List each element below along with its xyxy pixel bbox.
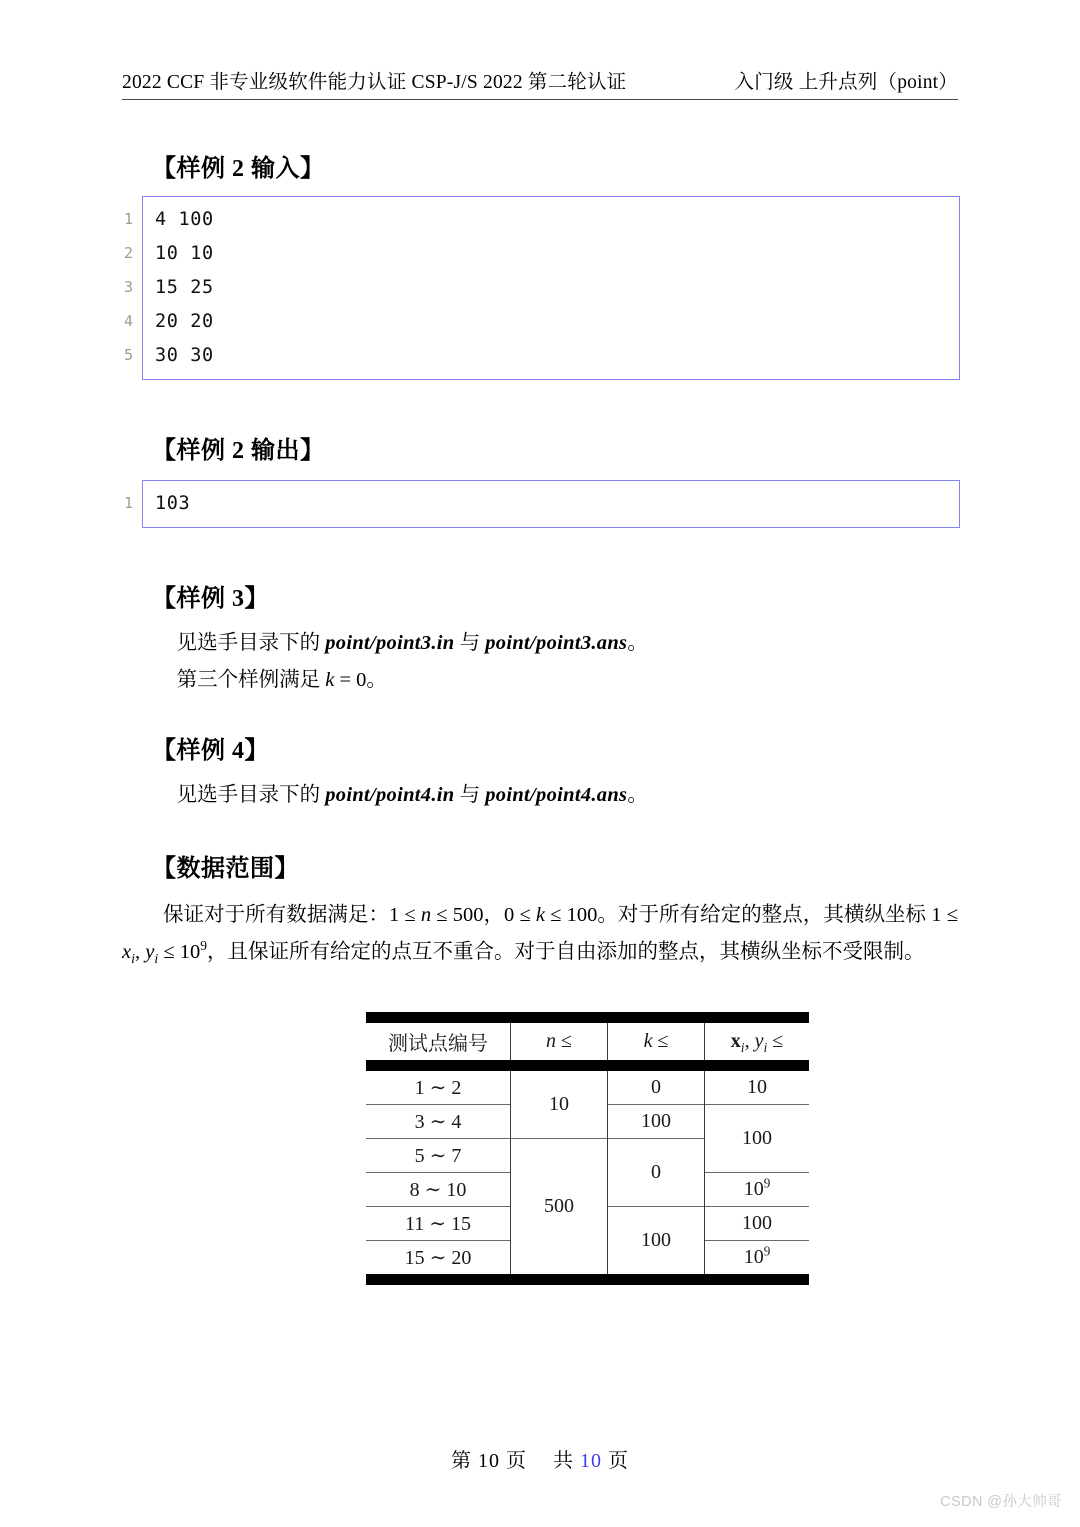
- header-xy-rel: ≤: [767, 1030, 784, 1053]
- heading-data-range: 【数据范围】: [152, 856, 299, 882]
- heading-sample2-input: 【样例 2 输入】: [152, 156, 325, 182]
- dr-xy-le1: ≤: [941, 904, 958, 926]
- header-xy-comma: ,: [744, 1030, 755, 1053]
- dr-n-upper: 500: [452, 904, 484, 926]
- code-line: 20 20: [155, 311, 214, 332]
- code-line: 15 25: [155, 277, 214, 298]
- sample2-input-code[interactable]: [142, 196, 960, 380]
- cell-xy-exponent: 9: [763, 1243, 771, 1259]
- sample3-files-line: [152, 625, 958, 662]
- cell-xy-base: 10: [743, 1177, 764, 1200]
- code-line: 10 10: [155, 243, 214, 264]
- cell-k-limit: 100: [608, 1104, 705, 1138]
- cell-test-id: 3 ∼ 4: [366, 1104, 511, 1138]
- cell-k-limit: 0: [608, 1071, 705, 1105]
- cell-xy-limit: 10: [705, 1071, 810, 1105]
- cell-k-limit: 100: [608, 1206, 705, 1274]
- cell-test-id: 1 ∼ 2: [414, 1076, 462, 1099]
- header-k-var: k: [643, 1030, 653, 1053]
- dr-text-3: 。对于所有给定的整点，其横纵坐标: [597, 904, 932, 926]
- sample2-output-codeblock: [112, 480, 960, 528]
- sample3-condition-prefix: 第三个样例满足: [176, 669, 326, 691]
- table-header-row: [366, 1023, 809, 1060]
- sample4-suffix: 。: [627, 784, 648, 806]
- table-header-rule: [366, 1060, 809, 1071]
- sample2-output-line-numbers: [112, 480, 142, 528]
- dr-xy-upper-exponent: 9: [200, 938, 207, 954]
- cell-xy-limit: [705, 1172, 810, 1206]
- dr-n-lower: 1: [389, 904, 400, 926]
- line-number: 3: [123, 278, 133, 296]
- cell-test-id: 5 ∼ 7: [366, 1138, 511, 1172]
- cell-test-id: 8 ∼ 10: [366, 1172, 511, 1206]
- cell-test-id: 11 ∼ 15: [366, 1206, 511, 1240]
- footer-total-pages: 10: [580, 1450, 602, 1472]
- sample4-files-line: [152, 777, 958, 814]
- column-header-test-id: 测试点编号: [388, 1033, 488, 1056]
- sample3-answer-file: point/point3.ans: [485, 632, 628, 654]
- dr-y-subscript: i: [154, 952, 159, 968]
- sample3-condition-line: [152, 662, 958, 699]
- dr-n-le1: ≤: [399, 904, 421, 926]
- sample3-k-value: 0: [356, 669, 367, 691]
- dr-x-subscript: i: [131, 952, 135, 968]
- header-n-rel: ≤: [556, 1030, 572, 1053]
- header-x-var: x: [730, 1030, 741, 1053]
- column-header-k: [608, 1023, 705, 1060]
- sample4-mid: 与: [454, 784, 486, 806]
- dr-k-le1: ≤: [514, 904, 536, 926]
- header-n-var: n: [546, 1030, 556, 1053]
- cell-xy-exponent: 9: [763, 1175, 771, 1191]
- sample3-suffix: 。: [627, 632, 648, 654]
- cell-xy-limit: [705, 1240, 810, 1274]
- code-line: 4 100: [155, 209, 214, 230]
- cell-n-limit: 10: [511, 1071, 608, 1139]
- dr-text-1: 保证对于所有数据满足：: [163, 904, 389, 926]
- sample3-condition-suffix: 。: [366, 669, 387, 691]
- running-header: [122, 66, 958, 94]
- footer-current-page: 10: [478, 1450, 500, 1472]
- sample2-output-code[interactable]: [142, 480, 960, 528]
- column-header-n: [511, 1023, 608, 1060]
- dr-y-var: y: [145, 941, 155, 963]
- sample3-mid: 与: [454, 632, 486, 654]
- line-number: 4: [123, 312, 133, 330]
- cell-test-id: 15 ∼ 20: [366, 1240, 511, 1274]
- sample4-input-file: point/point4.in: [325, 784, 455, 806]
- cell-k-limit: 0: [608, 1138, 705, 1206]
- sample3-k-var: k: [325, 669, 335, 691]
- csdn-watermark: CSDN @孙大帅哥: [940, 1494, 1062, 1510]
- code-line: 30 30: [155, 345, 214, 366]
- sample2-input-line-numbers: [112, 196, 142, 380]
- cell-xy-limit: 100: [705, 1206, 810, 1240]
- header-y-subscript: i: [763, 1040, 768, 1056]
- sample4-answer-file: point/point4.ans: [485, 784, 628, 806]
- line-number: 5: [123, 346, 133, 364]
- constraints-table: [366, 1012, 809, 1285]
- dr-xy-lower: 1: [931, 904, 942, 926]
- constraints-table-wrap: [366, 1012, 809, 1285]
- header-divider: [122, 99, 958, 100]
- dr-text-4: ，且保证所有给定的点互不重合。对于自由添加的整点，其横纵坐标不受限制。: [207, 941, 925, 963]
- code-line: 103: [155, 493, 191, 514]
- heading-sample3: 【样例 3】: [152, 586, 269, 612]
- dr-xy-le2: ≤: [158, 941, 180, 963]
- dr-xy-comma: ,: [134, 941, 146, 963]
- line-number: 2: [123, 244, 133, 262]
- cell-n-limit: 500: [511, 1138, 608, 1274]
- table-bottom-rule: [366, 1274, 809, 1285]
- sample3-input-file: point/point3.in: [325, 632, 455, 654]
- dr-k-le2: ≤: [544, 904, 567, 926]
- header-right-title: 入门级 上升点列（point）: [734, 72, 958, 93]
- line-number: 1: [123, 210, 133, 228]
- dr-n-var: n: [420, 904, 432, 926]
- sample2-input-codeblock: [112, 196, 960, 380]
- line-number: 1: [123, 494, 133, 512]
- dr-n-le2: ≤: [431, 904, 453, 926]
- cell-xy-base: 10: [743, 1245, 764, 1268]
- table-top-rule: [366, 1012, 809, 1023]
- footer-current-prefix: 第: [451, 1450, 478, 1472]
- sample4-body: [152, 777, 958, 814]
- page-footer: [0, 1444, 1080, 1473]
- header-k-rel: ≤: [652, 1030, 669, 1053]
- table-row: [366, 1071, 809, 1105]
- sample4-prefix: 见选手目录下的: [176, 784, 326, 806]
- data-range-paragraph: [122, 897, 958, 971]
- header-left-title: 2022 CCF 非专业级软件能力认证 CSP-J/S 2022 第二轮认证: [122, 72, 627, 93]
- footer-current-suffix: 页: [500, 1450, 527, 1472]
- sample3-body: [152, 625, 958, 699]
- header-y-var: y: [754, 1030, 764, 1053]
- cell-xy-limit: 100: [705, 1104, 810, 1172]
- heading-sample2-output: 【样例 2 输出】: [152, 438, 325, 464]
- dr-x-var: x: [122, 941, 132, 963]
- sample3-k-relation: =: [334, 669, 357, 691]
- dr-k-upper: 100: [566, 904, 598, 926]
- header-x-subscript: i: [740, 1040, 745, 1056]
- dr-text-2: ，: [483, 904, 505, 926]
- dr-k-var: k: [535, 904, 545, 926]
- sample3-prefix: 见选手目录下的: [176, 632, 326, 654]
- dr-xy-upper-base: 10: [179, 941, 201, 963]
- column-header-xy: [705, 1023, 810, 1060]
- footer-total-suffix: 页: [602, 1450, 629, 1472]
- heading-sample4: 【样例 4】: [152, 738, 269, 764]
- dr-k-lower: 0: [504, 904, 515, 926]
- footer-total-prefix: 共: [553, 1450, 580, 1472]
